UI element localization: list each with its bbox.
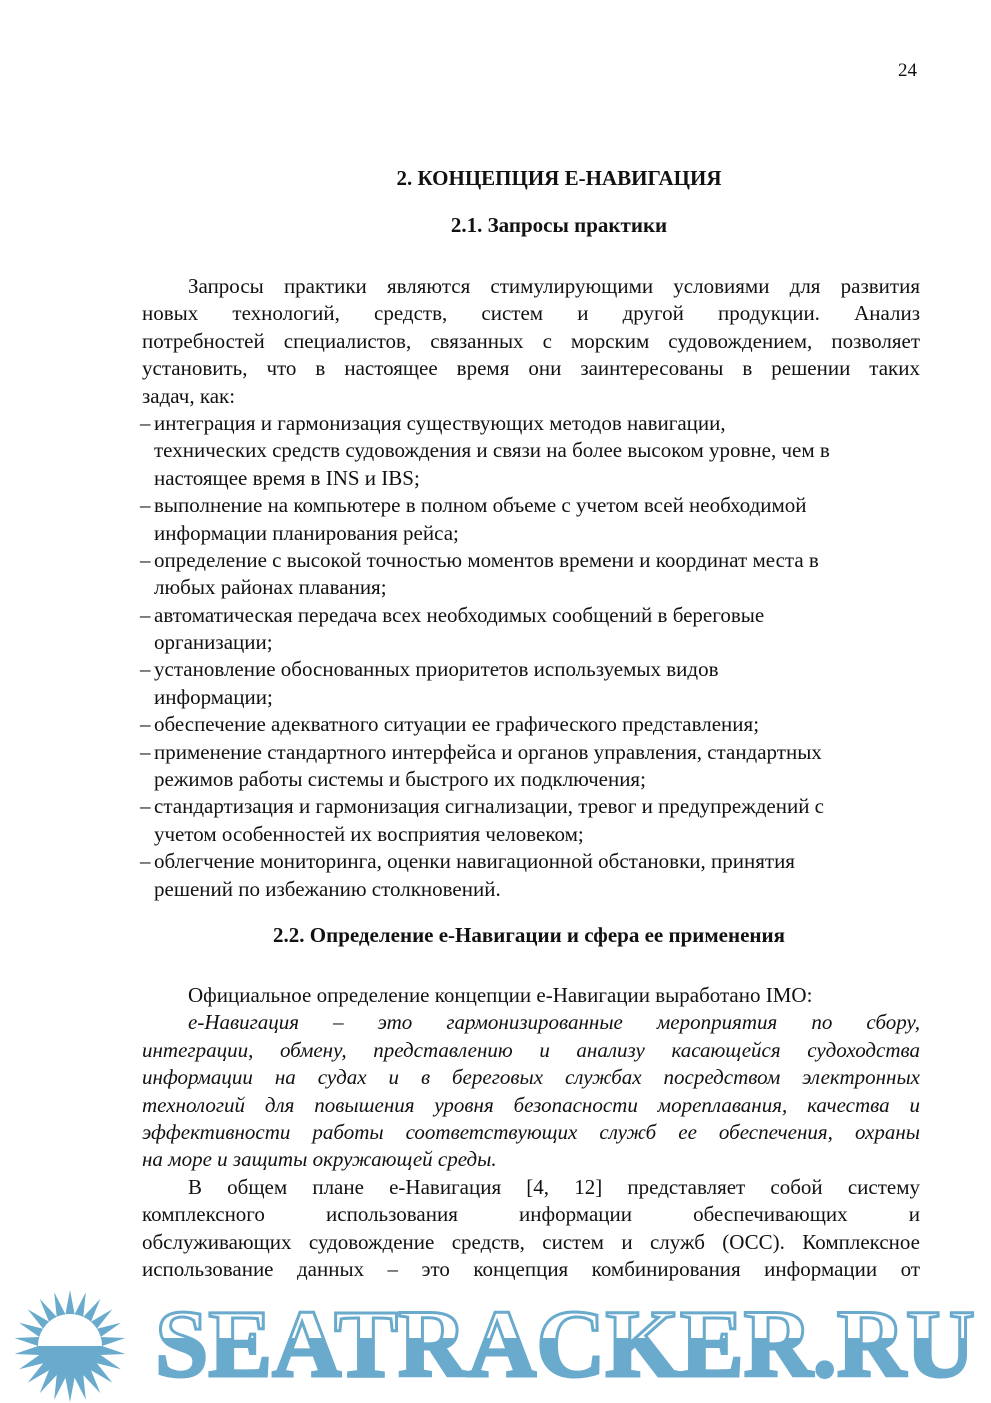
list-item-line: технических средств судовождения и связи на более высоком уровне, чем в — [154, 438, 830, 463]
list-dash: – — [140, 849, 151, 874]
list-item-text — [154, 793, 920, 848]
list-item-line: стандартизация и гармонизация сигнализации, тревог и предупреждений с — [154, 794, 825, 819]
list-item — [142, 492, 920, 547]
list-item-line: выполнение на компьютере в полном объеме с учетом всей необходимой — [154, 493, 807, 518]
paragraph-line: использование данных – это концепция комбинирования информации от — [142, 1256, 920, 1281]
list-item — [142, 793, 920, 848]
paragraph-line: задач, как: — [142, 383, 236, 408]
list-item-line: решений по избежанию столкновений. — [154, 876, 501, 901]
list-dash: – — [140, 712, 151, 737]
list-item-text — [154, 848, 920, 903]
list-item — [142, 656, 920, 711]
list-dash: – — [140, 657, 151, 682]
definition-line: е-Навигация – это гармонизированные мероприятия по сбору, — [188, 1010, 920, 1035]
list-item — [142, 711, 920, 738]
list-item-line: организации; — [154, 630, 273, 655]
paragraph-line: Официальное определение концепции е-Навигации выработано IMO: — [188, 983, 813, 1007]
list-item — [142, 848, 920, 903]
sun-logo-icon — [15, 1290, 126, 1402]
list-item-line: облегчение мониторинга, оценки навигационной обстановки, принятия — [154, 849, 795, 874]
chapter-title: 2. КОНЦЕПЦИЯ Е-НАВИГАЦИЯ — [396, 166, 722, 190]
paragraph-line: потребностей специалистов, связанных с морским судовождением, позволяет — [142, 328, 920, 353]
list-item — [142, 739, 920, 794]
list-item-text — [154, 410, 920, 492]
list-item-line: режимов работы системы и быстрого их подключения; — [154, 767, 646, 792]
list-item-text — [154, 739, 920, 794]
seatracker-watermark — [0, 1290, 991, 1403]
list-item-line: информации; — [154, 684, 273, 709]
definition-line: технологий для повышения уровня безопасности мореплавания, качества и — [142, 1092, 920, 1117]
definition-line: информации на судах и в береговых службах посредством электронных — [142, 1065, 920, 1090]
list-item — [142, 547, 920, 602]
paragraph-line: В общем плане е-Навигация [4, 12] представляет собой систему — [188, 1174, 920, 1199]
list-item-text — [154, 656, 920, 711]
list-item-line: учетом особенностей их восприятия человеком; — [154, 821, 584, 846]
paragraph-line: комплексного использования информации обеспечивающих и — [142, 1202, 920, 1227]
list-item-line: применение стандартного интерфейса и органов управления, стандартных — [154, 739, 822, 764]
list-item-line: установление обоснованных приоритетов используемых видов — [154, 657, 719, 682]
list-item — [142, 602, 920, 657]
list-item-text — [154, 602, 920, 657]
list-item-text — [154, 492, 920, 547]
list-item-text — [154, 711, 920, 738]
list-item-line: любых районах плавания; — [154, 575, 387, 600]
list-dash: – — [140, 602, 151, 627]
definition-line: интеграции, обмену, представлению и анализу касающейся судоходства — [142, 1037, 920, 1062]
requirements-list — [142, 410, 920, 903]
definition-line: эффективности работы соответствующих служб ее обеспечения, охраны — [142, 1119, 920, 1144]
list-dash: – — [140, 410, 151, 435]
list-item-line: определение с высокой точностью моментов времени и координат места в — [154, 547, 819, 572]
list-item-line: настоящее время в INS и IBS; — [154, 465, 420, 490]
list-item-text — [154, 547, 920, 602]
list-item-line: обеспечение адекватного ситуации ее графического представления; — [154, 712, 760, 737]
page-number: 24 — [898, 60, 917, 81]
paragraph-line: Запросы практики являются стимулирующими условиями для развития — [188, 274, 920, 298]
list-item — [142, 410, 920, 492]
section1-body — [142, 273, 920, 903]
paragraph-line: установить, что в настоящее время они заинтересованы в решении таких — [142, 356, 920, 381]
list-item-line: информации планирования рейса; — [154, 520, 459, 545]
list-dash: – — [140, 739, 151, 764]
list-dash: – — [140, 794, 151, 819]
list-dash: – — [140, 547, 151, 572]
paragraph-line: обслуживающих судовождение средств, систем и служб (ОСС). Комплексное — [142, 1229, 920, 1254]
definition-line: на море и защиты окружающей среды. — [142, 1147, 497, 1172]
list-item-line: автоматическая передача всех необходимых сообщений в береговые — [154, 602, 765, 627]
section2-body — [142, 982, 920, 1283]
paragraph-line: новых технологий, средств, систем и другой продукции. Анализ — [142, 301, 920, 326]
section-title-2-1: 2.1. Запросы практики — [450, 213, 668, 237]
watermark-text: SEATRACKER.RU — [155, 1290, 975, 1397]
list-item-line: интеграция и гармонизация существующих методов навигации, — [154, 410, 726, 435]
section-title-2-2: 2.2. Определение е-Навигации и сфера ее применения — [273, 923, 785, 947]
list-dash: – — [140, 493, 151, 518]
